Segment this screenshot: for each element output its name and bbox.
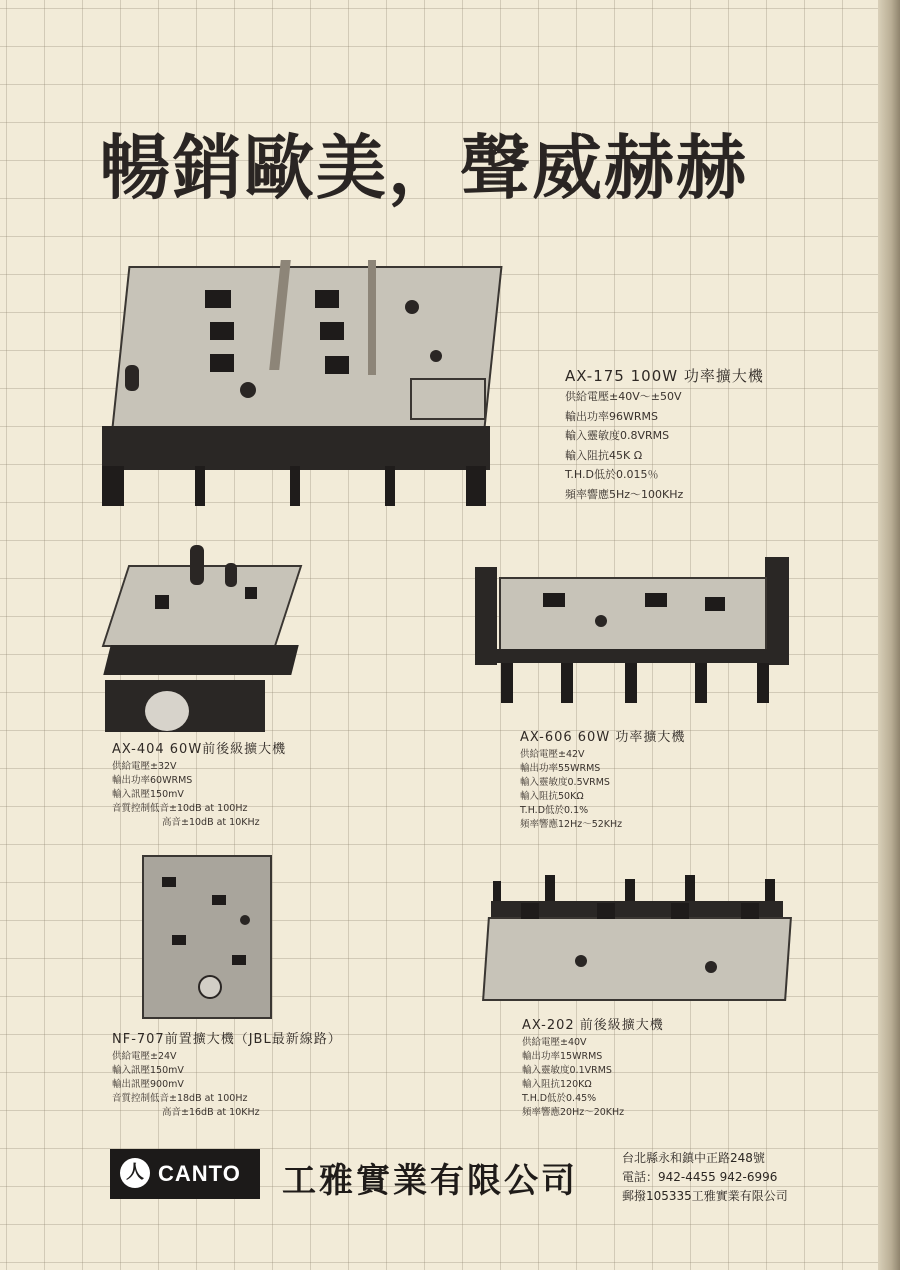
ax-175-photo: [100, 260, 495, 510]
ax-175-spec-line: 輸入靈敏度0.8VRMS: [565, 429, 670, 442]
ax-606-spec-line: T.H.D低於0.1%: [520, 805, 589, 816]
ax-404-spec-line: 輸入訊壓150mV: [112, 789, 184, 800]
ax-202-spec-line: 供給電壓±40V: [522, 1037, 587, 1048]
ax-404-spec-line: 供給電壓±32V: [112, 761, 177, 772]
brand-name: CANTO: [158, 1161, 241, 1186]
ax-404-spec-line: 輸出功率60WRMS: [112, 775, 193, 786]
nf-707-spec-line: 高音±16dB at 10KHz: [162, 1107, 260, 1118]
ax-202-title: AX-202 前後級擴大機: [522, 1018, 664, 1033]
ax-175-spec-line: T.H.D低於0.015％: [565, 468, 659, 481]
ax-404-spec-line: 音質控制低音±10dB at 100Hz: [112, 803, 248, 814]
canto-logo: [110, 1149, 260, 1199]
ax-404-photo: [105, 545, 300, 735]
ax-175-spec-line: 輸出功率96WRMS: [565, 409, 658, 423]
nf-707-spec-line: 供給電壓±24V: [112, 1051, 177, 1062]
ax-606-photo: [475, 555, 793, 710]
ax-202-photo: [485, 875, 790, 1005]
ax-202-spec-line: T.H.D低於0.45%: [522, 1093, 597, 1104]
ax-606-spec-block: [520, 728, 685, 832]
ax-606-spec-line: 輸出功率55WRMS: [520, 763, 601, 774]
company-postal-account: 郵撥105335工雅實業有限公司: [622, 1189, 788, 1203]
ax-202-spec-line: 輸入靈敏度0.1VRMS: [522, 1065, 612, 1076]
ax-606-spec-line: 頻率響應12Hz～52KHz: [520, 819, 623, 830]
company-footer: [110, 1145, 830, 1215]
logo-mark-icon: 人: [120, 1158, 150, 1188]
nf-707-spec-line: 輸出訊壓900mV: [112, 1079, 184, 1090]
ax-202-spec-line: 輸出功率15WRMS: [522, 1051, 603, 1062]
ax-175-label-plate: [410, 378, 486, 420]
company-name: 工雅實業有限公司: [282, 1161, 578, 1201]
ax-175-title: AX-175 100W 功率擴大機: [565, 367, 764, 385]
page-spine: [878, 0, 900, 1270]
ax-202-spec-line: 輸入阻抗120KΩ: [522, 1079, 592, 1090]
company-contact: [622, 1149, 788, 1206]
nf-707-spec-line: 輸入訊壓150mV: [112, 1065, 184, 1076]
ax-404-transformer: [145, 691, 189, 731]
company-phone: 電話：942-4455 942-6996: [622, 1170, 778, 1184]
ax-404-spec-line: 高音±10dB at 10KHz: [162, 817, 260, 828]
nf-707-spec-line: 音質控制低音±18dB at 100Hz: [112, 1093, 248, 1104]
ax-404-title: AX-404 60W前後級擴大機: [112, 742, 287, 757]
ax-606-spec-line: 輸入阻抗50KΩ: [520, 791, 584, 802]
ax-175-spec-line: 供給電壓±40V～±50V: [565, 390, 682, 403]
nf-707-photo: [142, 855, 274, 1020]
ax-175-spec-line: 頻率響應5Hz～100KHz: [565, 487, 684, 501]
ax-404-spec-block: [112, 740, 286, 830]
ax-175-spec-line: 輸入阻抗45K Ω: [565, 448, 643, 462]
ax-606-spec-line: 供給電壓±42V: [520, 749, 585, 760]
ax-202-spec-block: [522, 1016, 664, 1120]
ax-606-title: AX-606 60W 功率擴大機: [520, 730, 686, 745]
ax-606-spec-line: 輸入靈敏度0.5VRMS: [520, 777, 610, 788]
company-address: 台北縣永和鎮中正路248號: [622, 1151, 765, 1165]
ax-175-spec-block: [565, 365, 764, 504]
headline: 暢銷歐美，聲威赫赫: [100, 126, 748, 209]
ax-202-spec-line: 頻率響應20Hz～20KHz: [522, 1107, 625, 1118]
nf-707-title: NF-707前置擴大機（JBL最新線路）: [112, 1032, 342, 1047]
nf-707-spec-block: [112, 1030, 342, 1120]
